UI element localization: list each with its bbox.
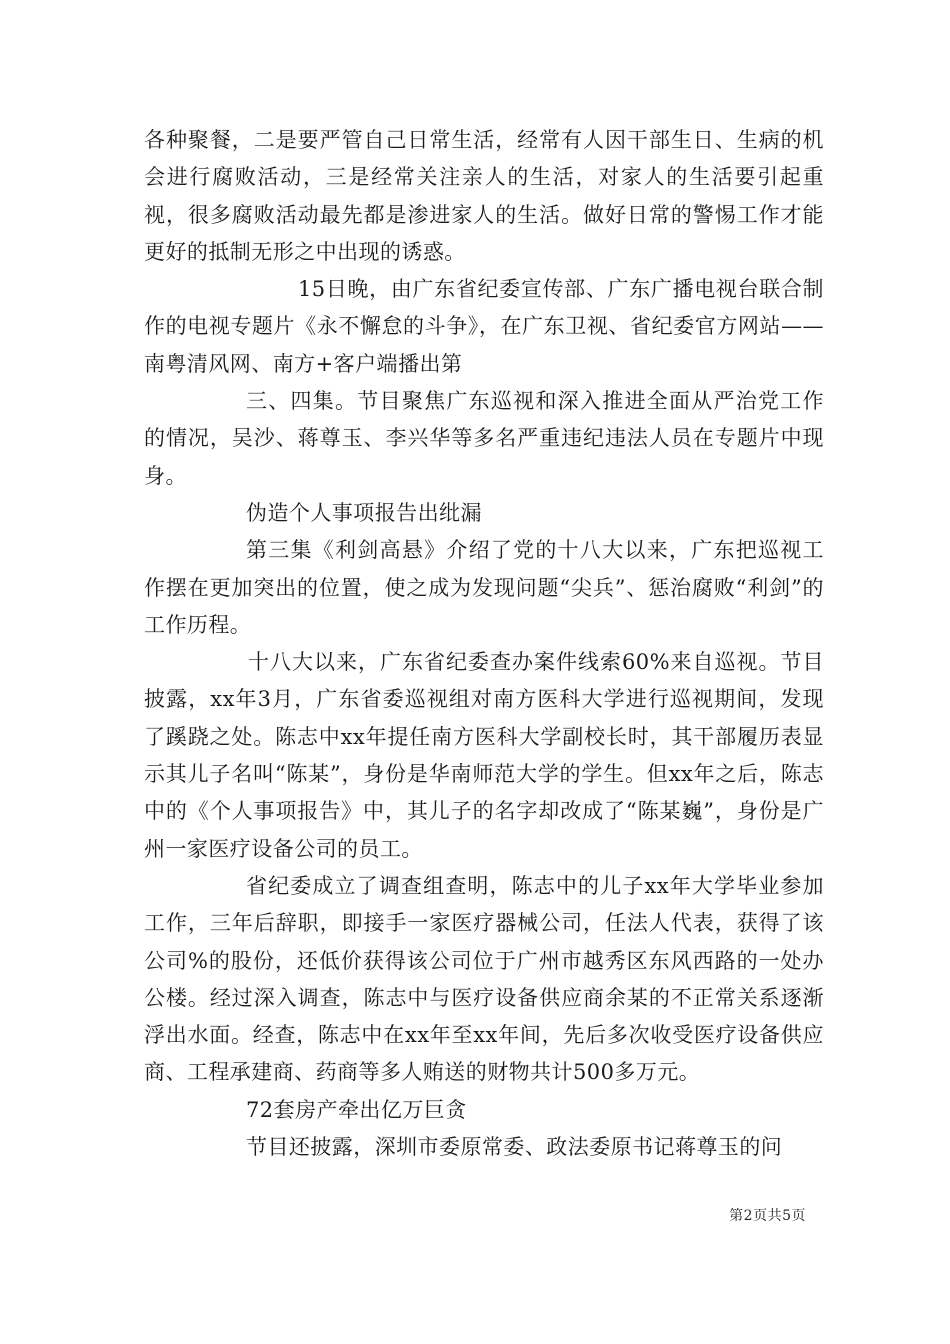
page-number-footer: 第2页共5页 [729, 1208, 806, 1224]
paragraph-5: 十八大以来，广东省纪委查办案件线索60%来自巡视。节目披露，xx年3月，广东省委巡视组对南方医科大学进行巡视期间，发现了蹊跷之处。陈志中xx年提任南方医科大学副校长时，其干部履历表显示其儿子名叫“陈某”，身份是华南师范大学的学生。但xx年之后，陈志中的《个人事项报告》中，其儿子的名字却改成了“陈某巍”，身份是广州一家医疗设备公司的员工。 [144, 650, 824, 861]
document-body [144, 122, 824, 1166]
paragraph-3: 三、四集。节目聚焦广东巡视和深入推进全面从严治党工作的情况，吴沙、蒋尊玉、李兴华等多名严重违纪违法人员在专题片中现身。 [144, 389, 824, 488]
section-heading-72-properties: 72套房产牵出亿万巨贪 [246, 1097, 467, 1122]
paragraph-4: 第三集《利剑高悬》介绍了党的十八大以来，广东把巡视工作摆在更加突出的位置，使之成为发现问题“尖兵”、惩治腐败“利剑”的工作历程。 [144, 538, 824, 637]
paragraph-6: 省纪委成立了调查组查明，陈志中的儿子xx年大学毕业参加工作，三年后辞职，即接手一家医疗器械公司，任法人代表，获得了该公司%的股份，还低价获得该公司位于广州市越秀区东风西路的一处办公楼。经过深入调查，陈志中与医疗设备供应商余某的不正常关系逐渐浮出水面。经查，陈志中在xx年至xx年间，先后多次收受医疗设备供应商、工程承建商、药商等多人贿送的财物共计500多万元。 [144, 873, 824, 1085]
paragraph-7: 节目还披露，深圳市委原常委、政法委原书记蒋尊玉的问 [246, 1135, 783, 1160]
section-heading-forged-report: 伪造个人事项报告出纰漏 [246, 500, 482, 525]
paragraph-1: 各种聚餐，二是要严管自己日常生活，经常有人因干部生日、生病的机会进行腐败活动，三是经常关注亲人的生活，对家人的生活要引起重视，很多腐败活动最先都是渗进家人的生活。做好日常的警惕工作才能更好的抵制无形之中出现的诱惑。 [144, 128, 824, 264]
paragraph-2: 15日晚，由广东省纪委宣传部、广东广播电视台联合制作的电视专题片《永不懈怠的斗争》，在广东卫视、省纪委官方网站——南粤清风网、南方+客户端播出第 [144, 277, 824, 376]
